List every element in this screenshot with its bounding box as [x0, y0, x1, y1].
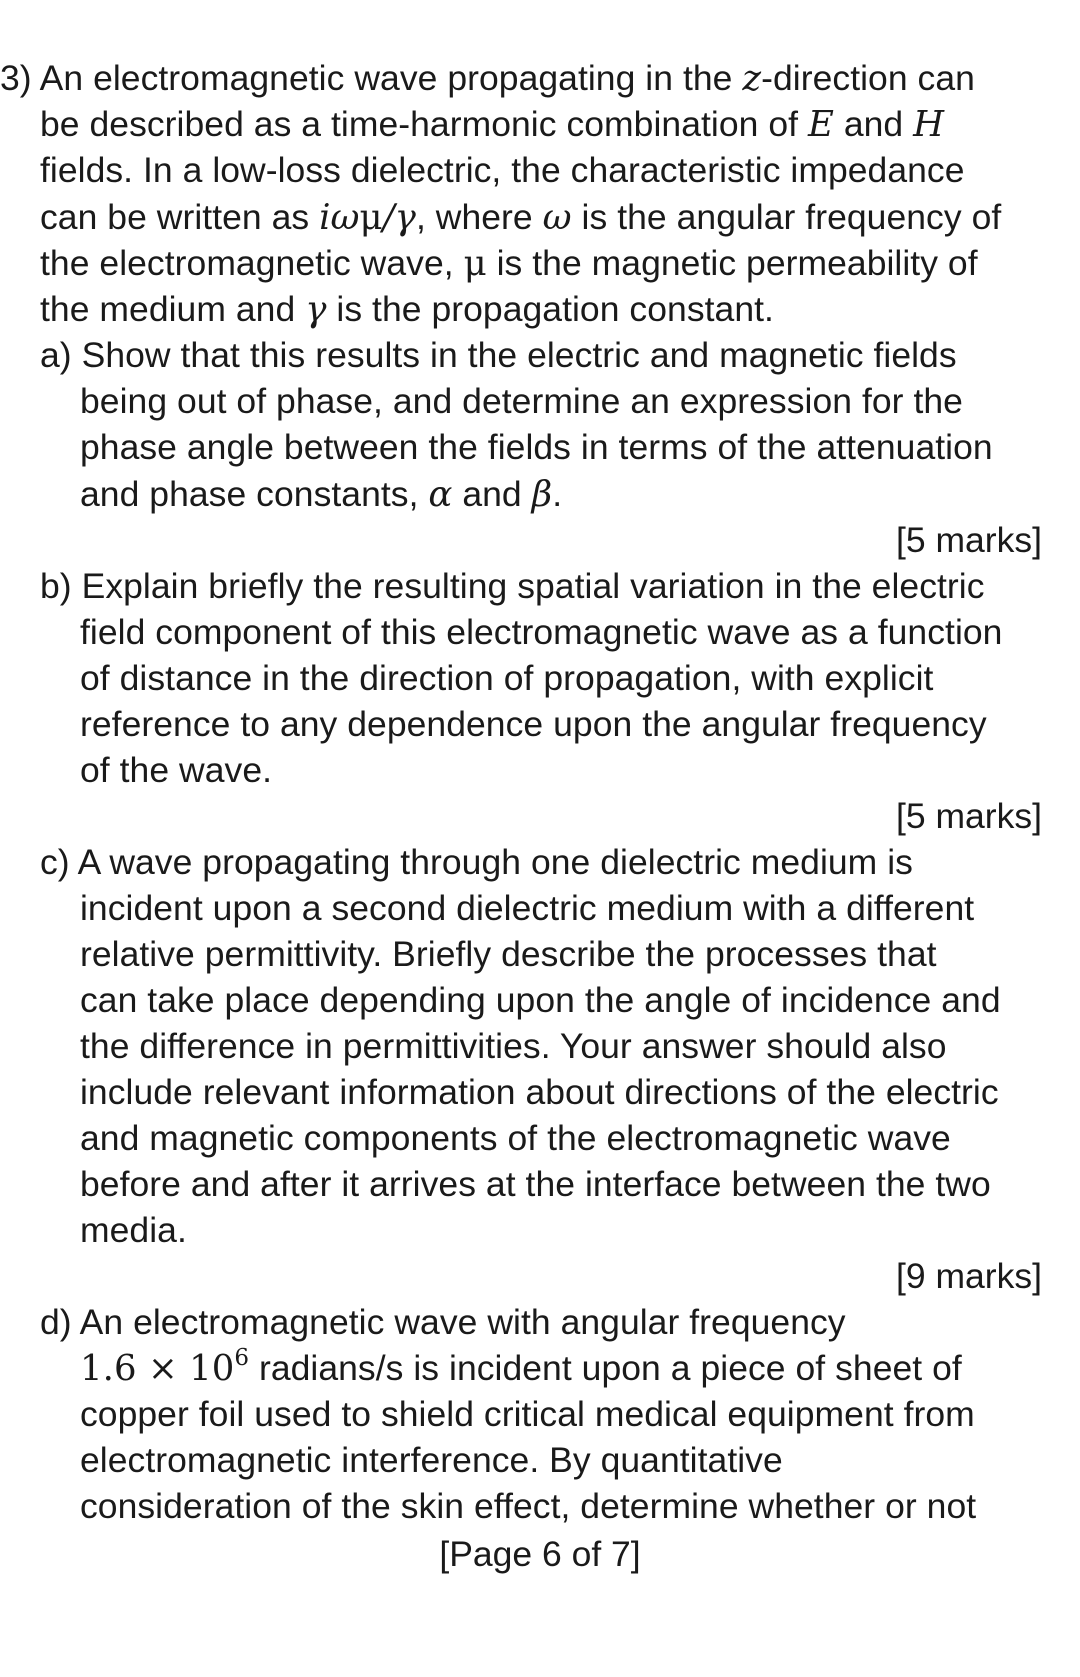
- part-a-line-4: and phase constants, α and β.: [80, 474, 563, 515]
- part-d-line-3: copper foil used to shield critical medical equipment from: [80, 1394, 975, 1434]
- part-c-line-8: before and after it arrives at the interface between the two: [80, 1164, 991, 1204]
- part-d-line-1: d) An electromagnetic wave with angular frequency: [40, 1302, 846, 1342]
- part-b-line-5: of the wave.: [80, 750, 273, 790]
- part-c-line-1: c) A wave propagating through one dielectric medium is: [40, 842, 913, 882]
- part-a-line-1: a) Show that this results in the electric and magnetic fields: [40, 335, 957, 375]
- part-a-line-2: being out of phase, and determine an expression for the: [80, 381, 963, 421]
- part-b-line-2: field component of this electromagnetic wave as a function: [80, 612, 1003, 652]
- part-c-label: c): [40, 842, 70, 882]
- part-b-line-1: b) Explain briefly the resulting spatial variation in the electric: [40, 566, 985, 606]
- math-exponent: 6: [234, 1345, 250, 1371]
- part-b-label: b): [40, 566, 72, 606]
- part-d-line-4: electromagnetic interference. By quantitative: [80, 1440, 783, 1480]
- part-c-line-5: the difference in permittivities. Your answer should also: [80, 1026, 947, 1066]
- part-d-label: d): [40, 1302, 72, 1342]
- math-frequency: 1.6 × 10: [80, 1348, 235, 1389]
- part-c-marks: [9 marks]: [896, 1256, 1042, 1296]
- math-z: z: [742, 58, 762, 99]
- math-mu: μ: [463, 243, 487, 284]
- intro-line-6: the medium and γ is the propagation constant.: [40, 289, 774, 330]
- math-i-omega: iω: [319, 197, 360, 238]
- math-beta: β: [531, 474, 553, 515]
- part-c-line-6: include relevant information about directions of the electric: [80, 1072, 999, 1112]
- intro-line-2: be described as a time-harmonic combination of E and H: [40, 104, 945, 145]
- part-b-marks: [5 marks]: [896, 796, 1042, 836]
- question-number-line: 3) An electromagnetic wave propagating in the z-direction can: [0, 58, 975, 99]
- math-mu-expr: μ: [359, 197, 383, 238]
- part-b-line-3: of distance in the direction of propagation, with explicit: [80, 658, 934, 698]
- part-a-marks: [5 marks]: [896, 520, 1042, 560]
- math-H: H: [913, 104, 945, 145]
- math-omega: ω: [542, 197, 572, 238]
- part-b-line-4: reference to any dependence upon the angular frequency: [80, 704, 987, 744]
- part-c-line-3: relative permittivity. Briefly describe the processes that: [80, 934, 937, 974]
- part-c-line-4: can take place depending upon the angle of incidence and: [80, 980, 1001, 1020]
- part-d-line-5: consideration of the skin effect, determine whether or not: [80, 1486, 977, 1526]
- intro-line-4: can be written as iωμ/γ, where ω is the angular frequency of: [40, 197, 1002, 238]
- question-number: 3): [0, 58, 32, 98]
- intro-line-3: fields. In a low-loss dielectric, the characteristic impedance: [40, 150, 965, 190]
- math-gamma: γ: [305, 289, 327, 330]
- math-alpha: α: [428, 474, 453, 515]
- part-a-label: a): [40, 335, 72, 375]
- intro-line-5: the electromagnetic wave, μ is the magnetic permeability of: [40, 243, 978, 284]
- part-c-line-9: media.: [80, 1210, 187, 1250]
- part-d-line-2: $1.6 \times 10^6$ radians/s is incident upon a piece of sheet of: [80, 1345, 962, 1389]
- page-footer: [Page 6 of 7]: [439, 1534, 641, 1574]
- math-E: E: [807, 104, 834, 145]
- part-c-line-2: incident upon a second dielectric medium with a different: [80, 888, 975, 928]
- part-c-line-7: and magnetic components of the electromagnetic wave: [80, 1118, 951, 1158]
- part-a-line-3: phase angle between the fields in terms of the attenuation: [80, 427, 993, 467]
- math-slash-gamma: /γ: [382, 197, 416, 238]
